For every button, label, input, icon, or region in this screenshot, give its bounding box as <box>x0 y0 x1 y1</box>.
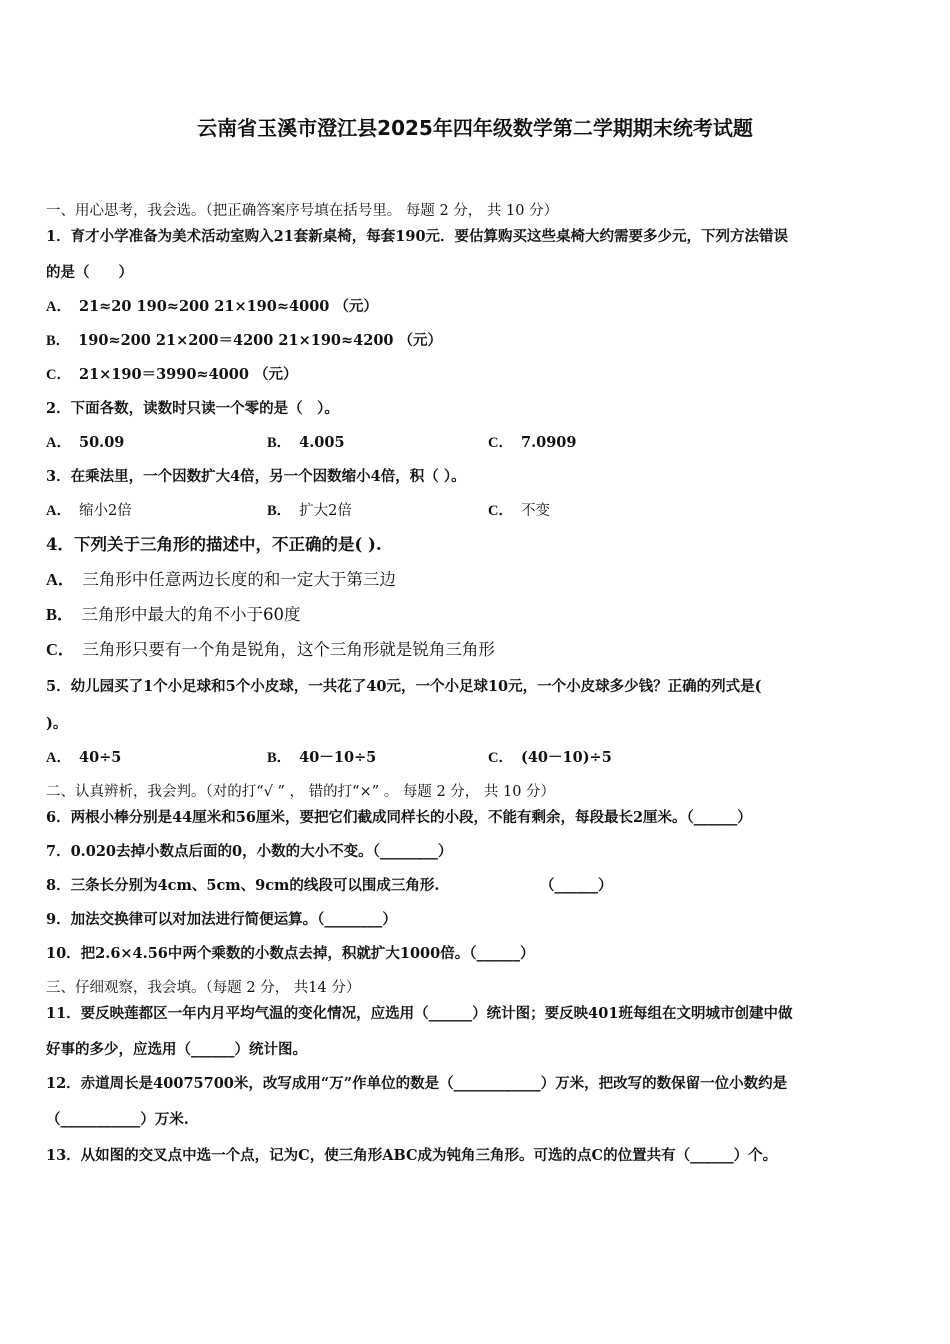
question-4-option-b <box>46 605 301 625</box>
question-2-line-1: 2．下面各数，读数时只读一个零的是（ ）。 <box>46 400 339 417</box>
question-2-option-c <box>488 433 576 453</box>
option-label: B． <box>267 435 292 451</box>
question-1-option-a <box>46 297 378 317</box>
option-label: C． <box>488 750 513 766</box>
question-6: 6．两根小棒分别是44厘米和56厘米，要把它们截成同样长的小段，不能有剩余，每段最长2厘米。（______） <box>46 809 752 826</box>
option-text: (40－10)÷5 <box>520 749 612 766</box>
option-label: C． <box>46 367 71 383</box>
option-text: 三角形中最大的角不小于60度 <box>81 605 301 624</box>
question-5-line-1: 5．幼儿园买了1个小足球和5个小皮球，一共花了40元，一个小足球10元，一个小皮球多少钱？正确的列式是( <box>46 678 762 695</box>
question-3-option-c <box>488 501 550 521</box>
question-3-line-1: 3．在乘法里，一个因数扩大4倍，另一个因数缩小4倍，积（ ）。 <box>46 468 466 485</box>
option-text: 7.0909 <box>520 434 577 451</box>
section-2-heading: 二、认真辨析，我会判。（对的打“√ ” ， 错的打“×” 。 每题 2 分， 共 10 分） <box>46 784 556 800</box>
question-4-option-a <box>46 570 396 590</box>
option-label: C． <box>488 435 513 451</box>
question-2-option-a <box>46 433 124 453</box>
question-11-line-2: 好事的多少，应选用（______）统计图。 <box>46 1041 307 1058</box>
question-1-line-1: 1．育才小学准备为美术活动室购入21套新桌椅，每套190元．要估算购买这些桌椅大约需要多少元，下列方法错误 <box>46 228 789 245</box>
question-1-option-b <box>46 331 442 351</box>
option-text: 三角形只要有一个角是锐角，这个三角形就是锐角三角形 <box>82 640 495 659</box>
option-label: B． <box>267 750 292 766</box>
section-3-heading: 三、仔细观察，我会填。（每题 2 分， 共14 分） <box>46 980 361 996</box>
option-text: 40÷5 <box>78 749 122 766</box>
question-4-option-c <box>46 640 495 660</box>
question-5-line-2: )。 <box>46 715 68 732</box>
option-text: 40－10÷5 <box>299 749 377 766</box>
question-8-blank: （______） <box>540 877 613 894</box>
page-title: 云南省玉溪市澄江县2025年四年级数学第二学期期末统考试题 <box>197 116 753 140</box>
option-text: 扩大2倍 <box>299 503 352 519</box>
option-text: 三角形中任意两边长度的和一定大于第三边 <box>82 570 396 589</box>
question-9: 9．加法交换律可以对加法进行简便运算。（________） <box>46 911 397 928</box>
option-text: 190≈200 21×200＝4200 21×190≈4200 （元） <box>78 332 443 349</box>
option-label: A． <box>46 503 71 519</box>
option-text: 50.09 <box>78 434 125 451</box>
question-12-line-1: 12．赤道周长是40075700米，改写成用“万”作单位的数是（____________）万米，把改写的数保留一位小数约是 <box>46 1075 788 1092</box>
option-label: A． <box>46 299 71 315</box>
question-10: 10．把2.6×4.56中两个乘数的小数点去掉，积就扩大1000倍。（______） <box>46 945 535 962</box>
question-5-option-b <box>267 748 376 768</box>
question-4-line-1: 4．下列关于三角形的描述中，不正确的是( ). <box>46 535 382 554</box>
option-label: B． <box>46 333 71 349</box>
question-12-line-2: （___________）万米. <box>46 1111 189 1128</box>
option-text: 缩小2倍 <box>78 503 132 519</box>
question-7: 7．0.020去掉小数点后面的0，小数的大小不变。（________） <box>46 843 453 860</box>
question-3-option-a <box>46 501 132 521</box>
question-11-line-1: 11．要反映莲都区一年内月平均气温的变化情况，应选用（______）统计图；要反映401班每组在文明城市创建中做 <box>46 1005 793 1022</box>
option-label: B． <box>267 503 292 519</box>
question-8: 8．三条长分别为4cm、5cm、9cm的线段可以围成三角形. <box>46 877 440 894</box>
option-label: C． <box>46 640 75 659</box>
question-13: 13．从如图的交叉点中选一个点，记为C，使三角形ABC成为钝角三角形。可选的点C的位置共有（______）个。 <box>46 1147 778 1164</box>
option-label: A． <box>46 435 71 451</box>
question-5-option-a <box>46 748 121 768</box>
option-text: 不变 <box>520 503 550 519</box>
option-text: 4.005 <box>299 434 345 451</box>
section-1-heading: 一、用心思考，我会选。（把正确答案序号填在括号里。 每题 2 分， 共 10 分） <box>46 203 559 219</box>
question-1-option-c <box>46 365 298 385</box>
option-label: B． <box>46 605 74 624</box>
question-1-line-2: 的是（ ） <box>46 264 133 281</box>
question-3-option-b <box>267 501 352 521</box>
question-2-option-b <box>267 433 345 453</box>
question-5-option-c <box>488 748 612 768</box>
option-label: C． <box>488 503 513 519</box>
option-text: 21≈20 190≈200 21×190≈4000 （元） <box>78 298 378 315</box>
option-label: A． <box>46 570 75 589</box>
option-label: A． <box>46 750 71 766</box>
option-text: 21×190＝3990≈4000 （元） <box>78 366 298 383</box>
